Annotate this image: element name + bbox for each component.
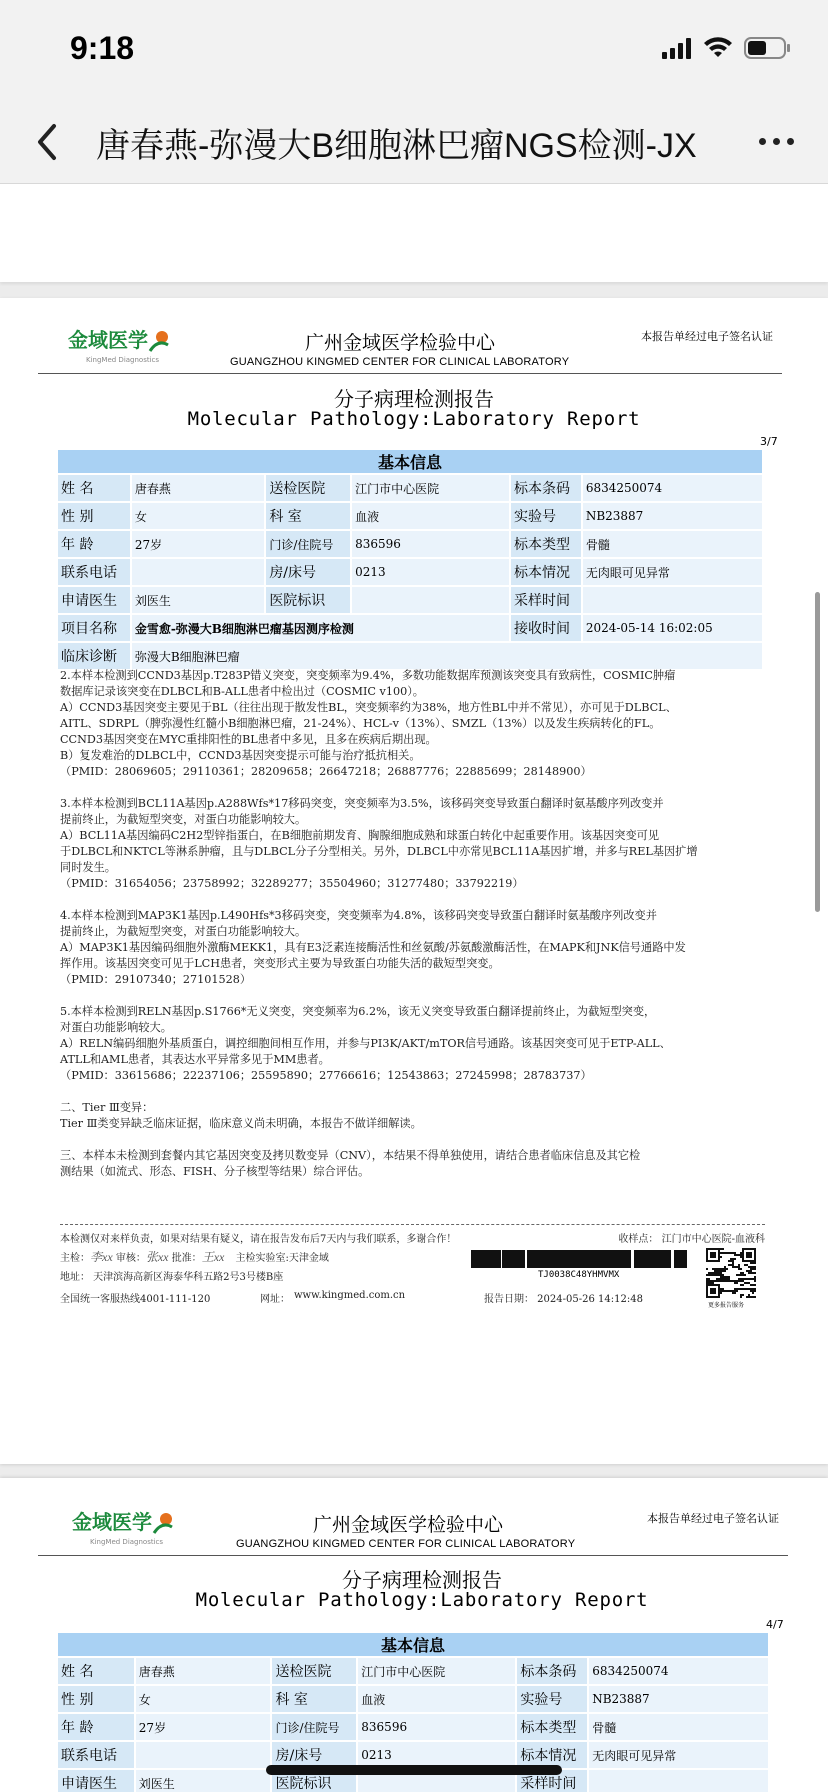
header-rule (38, 373, 782, 374)
label-diagnosis: 临床诊断 (58, 643, 130, 669)
value-lab-no: NB23887 (583, 503, 762, 529)
report-line: A）CCND3基因突变主要见于BL（往往出现于散发性BL，突变频率约为38%，地方性BL中并不常见），亦可见于DLBCL、 (60, 701, 677, 714)
value-lab-no: NB23887 (589, 1686, 768, 1712)
qr-caption: 更多报告服务 (708, 1302, 745, 1309)
value-gender: 女 (132, 503, 265, 529)
label-lab-no: 实验号 (517, 1686, 587, 1712)
value-collect-time (589, 1770, 768, 1792)
value-barcode: 6834250074 (589, 1658, 768, 1684)
main-lab: 主检实验室:天津金域 (235, 1253, 329, 1264)
label-lab-no: 实验号 (511, 503, 581, 529)
report-line: （PMID：29107340；27101528） (60, 973, 252, 986)
value-dept: 血液 (352, 503, 509, 529)
report-line: AITL、SDRPL（脾弥漫性红髓小B细胞淋巴瘤，21-24%）、HCL-v（13%）、SMZL（13%）以及发生疾病转化的FL。 (60, 717, 661, 730)
barcode-icon (470, 1250, 688, 1268)
status-icons (662, 36, 792, 64)
footer-rule (60, 1224, 765, 1225)
paragraph-gap (60, 780, 765, 796)
tester-signature: 李xx (90, 1250, 113, 1264)
label-specimen-type: 标本类型 (511, 531, 581, 557)
signal-icon (662, 37, 692, 63)
report-line: 提前终止，为截短型突变，对蛋白功能影响较大。 (60, 813, 307, 826)
report-line: A）BCL11A基因编码C2H2型锌指蛋白，在B细胞前期发育、胸腺细胞成熟和球蛋白转化中起重要作用。该基因突变可见 (60, 829, 660, 842)
header-rule (38, 1555, 788, 1556)
report-line: 二、Tier Ⅲ变异： (60, 1101, 154, 1114)
value-diagnosis: 弥漫大B细胞淋巴瘤 (132, 643, 762, 669)
value-name: 唐春燕 (132, 475, 265, 501)
value-hospital: 江门市中心医院 (352, 475, 509, 501)
report-footer (60, 1230, 765, 1308)
label-hospital: 送检医院 (266, 475, 350, 501)
logo-subtitle: KingMed Diagnostics (86, 356, 160, 364)
label-receive-time: 接收时间 (511, 615, 581, 641)
report-line: 三、本样本未检测到套餐内其它基因突变及拷贝数变异（CNV），本结果不得单独使用，请结合患者临床信息及其它检 (60, 1149, 641, 1162)
label-collect-time: 采样时间 (511, 587, 581, 613)
value-doctor: 刘医生 (132, 587, 265, 613)
label-phone: 联系电话 (58, 559, 130, 585)
label-hospital-id: 医院标识 (266, 587, 350, 613)
kingmed-logo (68, 324, 170, 353)
value-phone (136, 1742, 271, 1768)
value-doctor: 刘医生 (136, 1770, 271, 1792)
lab-name-cn: 广州金域医学检验中心 (313, 1514, 504, 1536)
label-name: 姓 名 (58, 1658, 134, 1684)
report-line: 测结果（如流式、形态、FISH、分子核型等结果）综合评估。 (60, 1165, 370, 1178)
lab-address: 地址： 天津滨海高新区海泰华科五路2号3号楼B座 (60, 1272, 284, 1283)
report-line: A）MAP3K1基因编码细胞外激酶MEKK1，具有E3泛素连接酶活性和丝氨酸/苏氨酸激酶活性，在MAPK和JNK信号通路中发 (60, 941, 686, 954)
report-line: 对蛋白功能影响较大。 (60, 1021, 172, 1034)
report-line: 4.本样本检测到MAP3K1基因p.L490Hfs*3移码突变，突变频率为4.8%，该移码突变导致蛋白翻译时氨基酸序列改变并 (60, 909, 657, 922)
more-options-button[interactable] (759, 138, 794, 145)
more-dot-icon (787, 138, 794, 145)
reviewer-label: 审核： (115, 1253, 146, 1264)
label-specimen-status: 标本情况 (511, 559, 581, 585)
logo-subtitle: KingMed Diagnostics (90, 1538, 164, 1546)
lab-name-cn: 广州金域医学检验中心 (305, 332, 496, 354)
pdf-page-3 (0, 298, 828, 1464)
report-line: 提前终止，为截短型突变，对蛋白功能影响较大。 (60, 925, 307, 938)
value-specimen-status: 无肉眼可见异常 (583, 559, 762, 585)
label-barcode: 标本条码 (517, 1658, 587, 1684)
home-indicator[interactable] (266, 1765, 562, 1775)
label-patient-no: 门诊/住院号 (266, 531, 350, 557)
document-title: 唐春燕-弥漫大B细胞淋巴瘤NGS检测-JX (96, 127, 697, 165)
more-dot-icon (759, 138, 766, 145)
logo-text: 金域医学 (68, 328, 148, 352)
report-line: CCND3基因突变在MYC重排阳性的BL患者中多见，且多在疾病后期出现。 (60, 733, 437, 746)
label-specimen-status: 标本情况 (517, 1742, 587, 1768)
label-doctor: 申请医生 (58, 587, 130, 613)
report-line: 2.本样本检测到CCND3基因p.T283P错义突变，突变频率为9.4%，多数功能数据库预测该突变具有致病性，COSMIC肿瘤 (60, 669, 676, 682)
label-hospital-id: 医院标识 (272, 1770, 356, 1792)
label-specimen-type: 标本类型 (517, 1714, 587, 1740)
paragraph-gap (60, 1084, 765, 1100)
report-line: ATLL和AML患者，其表达水平异常多见于MM患者。 (60, 1053, 330, 1066)
label-barcode: 标本条码 (511, 475, 581, 501)
label-dept: 科 室 (272, 1686, 356, 1712)
report-line: 3.本样本检测到BCL11A基因p.A288Wfs*17移码突变，突变频率为3.5%，该移码突变导致蛋白翻译时氨基酸序列改变并 (60, 797, 664, 810)
report-title-en: Molecular Pathology:Laboratory Report (187, 408, 641, 430)
label-gender: 性 别 (58, 503, 130, 529)
report-line: 5.本样本检测到RELN基因p.S1766*无义突变，突变频率为6.2%，该无义突变导致蛋白翻译提前终止，为截短型突变， (60, 1005, 656, 1018)
value-hospital-id (352, 587, 509, 613)
basic-info-table (56, 448, 764, 671)
label-item: 项目名称 (58, 615, 130, 641)
report-title-cn: 分子病理检测报告 (342, 1568, 502, 1592)
status-time: 9:18 (70, 30, 135, 66)
report-title-cn: 分子病理检测报告 (334, 387, 494, 411)
report-line: B）复发难治的DLBCL中，CCND3基因突变提示可能与治疗抵抗相关。 (60, 749, 421, 762)
report-line: 数据库记录该突变在DLBCL和B-ALL患者中检出过（COSMIC v100）。 (60, 685, 424, 698)
tester-label: 主检： (60, 1253, 90, 1264)
value-patient-no: 836596 (358, 1714, 515, 1740)
report-body-text (60, 668, 765, 1180)
report-line: 挥作用。该基因突变可见于LCH患者，突变形式主要为导致蛋白功能失活的截短型突变。 (60, 957, 500, 970)
logo-mark-icon (148, 329, 170, 353)
approver-signature: 王xx (201, 1250, 225, 1264)
report-line: 于DLBCL和NKTCL等淋系肿瘤，且与DLBCL分子分型相关。另外，DLBCL中亦常见BCL11A基因扩增，并多与REL基因扩增 (60, 845, 698, 858)
logo-text: 金域医学 (72, 1510, 152, 1534)
report-line: （PMID：33615686；22237106；25595890；27766616；12543863；27245998；28783737） (60, 1069, 592, 1082)
pdf-page-4 (0, 1478, 828, 1792)
website-label: 网址： (260, 1294, 290, 1305)
report-line: Tier Ⅲ类变异缺乏临床证据，临床意义尚未明确，本报告不做详细解读。 (60, 1117, 422, 1130)
more-dot-icon (773, 138, 780, 145)
section-basic-info: 基本信息 (58, 1633, 768, 1656)
collect-point: 收样点： 江门市中心医院-血液科 (618, 1234, 765, 1245)
label-bed: 房/床号 (266, 559, 350, 585)
value-barcode: 6834250074 (583, 475, 762, 501)
pdf-page-previous (0, 184, 828, 282)
report-line: （PMID：28069605；29110361；28209658；26647218；26887776；22885699；28148900） (60, 765, 592, 778)
lab-name-en: GUANGZHOU KINGMED CENTER FOR CLINICAL LABORATORY (230, 356, 570, 368)
wifi-icon (704, 37, 732, 63)
report-title-en: Molecular Pathology:Laboratory Report (195, 1589, 649, 1611)
barcode-text: TJ0038C48YHMVMX (538, 1270, 620, 1280)
esign-note: 本报告单经过电子签名认证 (641, 330, 773, 343)
value-specimen-type: 骨髓 (583, 531, 762, 557)
footer-note: 本检测仅对来样负责，如果对结果有疑义，请在报告发布后7天内与我们联系，多谢合作！ (60, 1234, 457, 1245)
section-basic-info: 基本信息 (58, 450, 762, 473)
paragraph-gap (60, 892, 765, 908)
report-date: 报告日期： 2024-05-26 14:12:48 (484, 1294, 643, 1305)
label-name: 姓 名 (58, 475, 130, 501)
reviewer-signature: 张xx (145, 1250, 169, 1264)
logo-mark-icon (152, 1511, 174, 1535)
value-specimen-type: 骨髓 (589, 1714, 768, 1740)
value-collect-time (583, 587, 762, 613)
label-phone: 联系电话 (58, 1742, 134, 1768)
value-name: 唐春燕 (136, 1658, 271, 1684)
report-line: （PMID：31654056；23758992；32289277；35504960；31277480；33792219） (60, 877, 524, 890)
value-gender: 女 (136, 1686, 271, 1712)
website[interactable]: www.kingmed.com.cn (294, 1290, 406, 1301)
label-age: 年 龄 (58, 531, 130, 557)
page-number: 3/7 (760, 435, 778, 448)
value-bed: 0213 (352, 559, 509, 585)
label-bed: 房/床号 (272, 1742, 356, 1768)
value-dept: 血液 (358, 1686, 515, 1712)
lab-name-en: GUANGZHOU KINGMED CENTER FOR CLINICAL LABORATORY (236, 1538, 576, 1550)
status-bar (0, 0, 828, 100)
back-button[interactable] (28, 118, 68, 166)
value-item: 金雪愈-弥漫大B细胞淋巴瘤基因测序检测 (132, 615, 509, 641)
label-patient-no: 门诊/住院号 (272, 1714, 356, 1740)
value-specimen-status: 无肉眼可见异常 (589, 1742, 768, 1768)
value-phone (132, 559, 265, 585)
value-age: 27岁 (136, 1714, 271, 1740)
label-age: 年 龄 (58, 1714, 134, 1740)
label-collect-time: 采样时间 (517, 1770, 587, 1792)
page-number: 4/7 (766, 1618, 784, 1631)
battery-icon (744, 36, 792, 64)
paragraph-gap (60, 988, 765, 1004)
nav-bar (0, 100, 828, 184)
value-receive-time: 2024-05-14 16:02:05 (583, 615, 762, 641)
value-hospital: 江门市中心医院 (358, 1658, 515, 1684)
report-line: A）RELN编码细胞外基质蛋白，调控细胞间相互作用，并参与PI3K/AKT/mTOR信号通路。该基因突变可见于ETP-ALL、 (60, 1037, 671, 1050)
scrollbar-thumb[interactable] (815, 592, 820, 912)
approver-label: 批准： (171, 1253, 202, 1264)
label-dept: 科 室 (266, 503, 350, 529)
chevron-left-icon (28, 118, 68, 166)
paragraph-gap (60, 1132, 765, 1148)
qr-code-icon (706, 1248, 756, 1298)
kingmed-logo (72, 1506, 174, 1535)
value-bed: 0213 (358, 1742, 515, 1768)
value-age: 27岁 (132, 531, 265, 557)
report-line: 同时发生。 (60, 861, 116, 874)
label-hospital: 送检医院 (272, 1658, 356, 1684)
value-patient-no: 836596 (352, 531, 509, 557)
label-doctor: 申请医生 (58, 1770, 134, 1792)
label-gender: 性 别 (58, 1686, 134, 1712)
esign-note: 本报告单经过电子签名认证 (647, 1512, 779, 1525)
hotline: 全国统一客服热线4001-111-120 (60, 1294, 211, 1305)
